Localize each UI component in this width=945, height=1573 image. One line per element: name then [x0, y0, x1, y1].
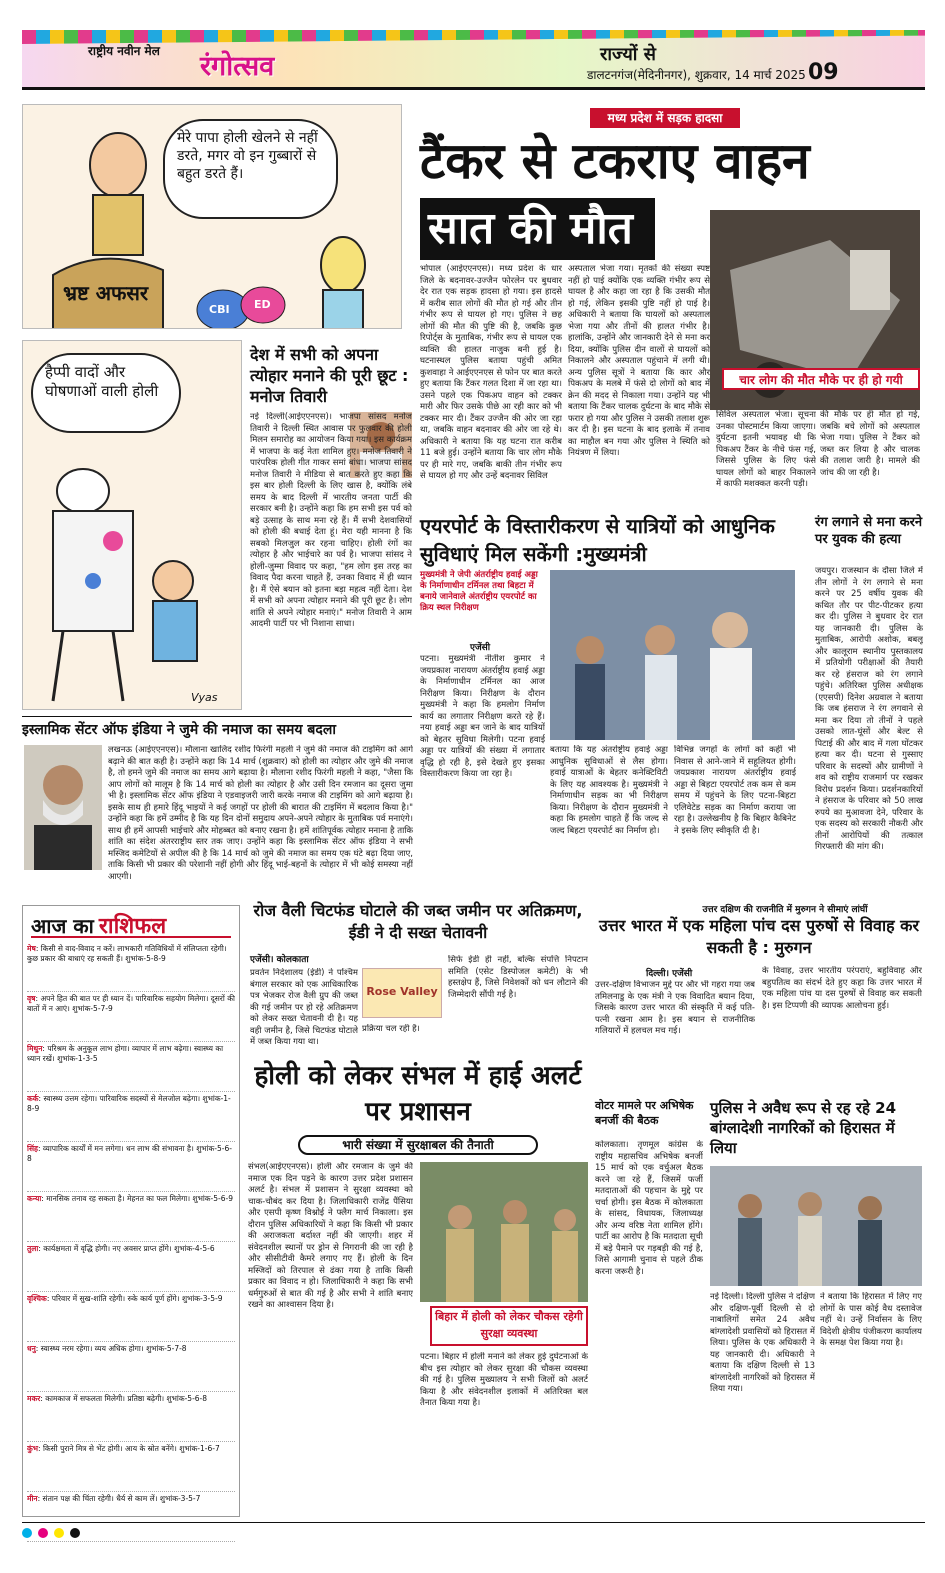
murugan-credit: दिल्ली। एजेंसी	[646, 969, 693, 979]
rashi-name: सिंह	[27, 1144, 38, 1153]
murugan-body-2: के विवाह, उत्तर भारतीय परंपराएं, बहुविवाह और बहुपतित्व का संदर्भ देते हुए कहा कि उत्तर भारत में एक महिला पांच या दस पुरुषों से विवाह कर सकती है। इस टिप्पणी की व्यापक आलोचना हुई।	[762, 966, 922, 1011]
bangladeshi-photo	[710, 1166, 922, 1286]
detained-people-photo	[710, 1166, 922, 1286]
rashi-text: अपने हित की बात पर ही ध्यान दें। पारिवारिक सहयोग मिलेगा। दूसरों की बातों में न आएं। शुभांक-5-7-9	[27, 994, 235, 1013]
cartoon-bag-label: भ्रष्ट अफसर	[63, 281, 149, 305]
rashi-row: मेष: किसी से वाद-विवाद न करें। लाभकारी गतिविधियों में संलिप्तता रहेगी। कुछ प्रकार की बाधाएं रह सकती हैं। शुभांक-5-8-9	[27, 942, 235, 992]
tanker-headline-1: टैंकर से टकराए वाहन	[420, 132, 810, 190]
cartoon-speech-bubble: मेरे पापा होली खेलने से नहीं डरते, मगर वो इन गुब्बारों से बहुत डरते हैं।	[163, 119, 338, 219]
airport-subhead: मुख्यमंत्री ने जेपी अंतर्राष्ट्रीय हवाई अड्डा के निर्माणाधीन टर्मिनल तथा बिहटा में बनाये जानेवाले अंतर्राष्ट्रीय एयरपोर्ट का क्रिय स्थल निरीक्षण	[420, 570, 538, 613]
murder-headline: रंग लगाने से मना करने पर युवक की हत्या	[815, 515, 923, 547]
airport-body-3: विभिन्न जगहों के लोगों को कहीं भी निवास से आने-जाने में सहूलियत होगी। जयप्रकाश नारायण अंतर्राष्ट्रीय हवाई अड्डा से बिहटा एयरपोर्ट तक कम से कम समय में पहुंचने के लिए पटना-बिहटा एलिवेटेड सड़क का निर्माण कराया जा रहा है। उल्लेखनीय है कि बिहार कैबिनेट ने इसके लिए स्वीकृति दी है।	[674, 745, 796, 836]
tanker-headline-2: सात की मौत	[420, 198, 655, 260]
chitfund-credit: एजेंसी। कोलकाता	[250, 955, 309, 965]
airport-body-1: पटना। मुख्यमंत्री नीतीश कुमार ने जयप्रकाश नारायण अंतर्राष्ट्रीय हवाई अड्डा के निर्माणाधीन टर्मिनल का आज निरीक्षण किया। निरीक्षण के दौरान मुख्यमंत्री ने कहा कि हमलोग निर्माण कार्य का लगातार निरीक्षण करते रहे हैं। नया हवाई अड्डा बन जाने के बाद यात्रियों को बेहतर सुविधा मिलेगी। पटना हवाई अड्डा पर यात्रियों की संख्या में लगातार वृद्धि हो रही है, इसे देखते हुए इसका विस्तारीकरण किया जा रहा है।	[420, 654, 545, 779]
rashi-name: कन्या	[27, 1194, 42, 1203]
murugan-kicker: उत्तर दक्षिण की राजनीति में मुरुगन ने सीमाएं लांघीं	[702, 905, 868, 915]
paper-name: राष्ट्रीय नवीन मेल	[88, 44, 160, 58]
rashi-row: मिथुन: परिश्रम के अनुकूल लाभ होगा। व्यापार में लाभ बढ़ेगा। स्वास्थ्य का ध्यान रखें। शुभांक-1-3-5	[27, 1042, 235, 1092]
rashi-text: स्वास्थ्य नरम रहेगा। व्यय अधिक होगा। शुभांक-5-7-8	[40, 1344, 187, 1353]
chitfund-body-3: सिर्फ ईडी ही नहीं, बल्कि संपत्ति निपटान समिति (एसेट डिस्पोजल कमेटी) के भी हस्तक्षेप हैं, जिसे निवेशकों को धन लौटाने की जिम्मेदारी सौंपी गई है।	[448, 955, 588, 1000]
ed-balloon-label: ED	[254, 298, 271, 311]
rashi-row: मीन: संतान पक्ष की चिंता रहेगी। धैर्य से काम लें। शुभांक-3-5-7	[27, 1492, 235, 1542]
cartoon2-figures	[23, 341, 242, 710]
airport-headline: एयरपोर्ट के विस्तारीकरण से यात्रियों को आधुनिक सुविधाएं मिल सकेंगी :मुख्यमंत्री	[420, 514, 775, 566]
cartoon-holi-promises	[22, 340, 242, 710]
chitfund-body-2: प्रक्रिया चल रही है।	[362, 1024, 420, 1034]
rashi-row: कर्क: स्वास्थ्य उत्तम रहेगा। पारिवारिक सदस्यों से मेलजोल बढ़ेगा। शुभांक-1-8-9	[27, 1092, 235, 1142]
rashifal-list	[27, 942, 235, 1514]
tanker-body-2: अस्पताल भेजा गया। मृतकों की संख्या स्पष्ट नहीं हो पाई क्योंकि एक व्यक्ति गंभीर रूप से घायल है और कहा जा रहा है कि उसकी मौत हो गई, लेकिन इसकी पुष्टि नहीं हो पाई है। अधिकारी ने बताया कि घायलों को अस्पताल भेजा गया और तीनों की हालत गंभीर है। हालांकि, उन्होंने और जानकारी देने से मना कर दिया, क्योंकि पुलिस दीन वालों से घायलों को निकालने और अस्पताल पहुंचाने में लगी थी। अन्य पुलिस सूत्रों ने बताया कि कार और पिकअप के मलबे में फंसे दो लोगों को बाद में क्रेन की मदद से निकाला गया। उन्होंने यह भी बताया कि टैंकर चालक दुर्घटना के बाद मौके से फरार हो गया और पुलिस ने उसकी तलाश शुरू कर दी है। इस घटना के बाद इलाके में तनाव का माहौल बन गया और पुलिस ने स्थिति को नियंत्रण में लिया।	[568, 264, 710, 458]
maulana-photo	[24, 745, 102, 870]
murder-body: जयपुर। राजस्थान के दौसा जिले में तीन लोगों ने रंग लगाने से मना करने पर 25 वर्षीय युवक की कथित तौर पर पीट-पीटकर हत्या कर दी। पुलिस ने बुधवार देर रात यह जानकारी दी। पुलिस के मुताबिक, आरोपी अशोक, बबलू और कालूराम स्थानीय पुस्तकालय में प्रतियोगी परीक्षाओं की तैयारी कर रहे हंसराज को रंग लगाने पहुंचे। अतिरिक्त पुलिस अधीक्षक (एएसपी) दिनेश अग्रवाल ने बताया कि जब हंसराज ने रंग लगवाने से मना कर दिया तो तीनों ने पहले उसको लात-घूंसों और बेल्ट से पिटाई की और बाद में गला घोंटकर हत्या कर दी। घटना से गुस्साए परिवार के सदस्यों और ग्रामीणों ने शव को राष्ट्रीय राजमार्ग पर रखकर विरोध प्रदर्शन किया। प्रदर्शनकारियों ने हंसराज के परिवार को 50 लाख रुपये का मुआवजा देने, परिवार के एक सदस्य को सरकारी नौकरी और तीनों आरोपियों की तत्काल गिरफ्तारी की मांग की।	[815, 566, 923, 852]
police-march-photo	[420, 1162, 588, 1302]
cartoon2-speech-bubble: हैप्पी वादों और घोषणाओं वाली होली	[31, 353, 181, 433]
sambhal-subhead	[298, 1135, 538, 1155]
bihar-body: पटना। बिहार में होली मनाने को लेकर हुई दुर्घटनाओं के बीच इस त्योहार को लेकर सुरक्षा की चौकस व्यवस्था की गई है। पुलिस मुख्यालय ने सभी जिलों को अलर्ट किया है और संवेदनशील इलाकों में अतिरिक्त बल तैनात किया गया है।	[420, 1352, 588, 1408]
islamic-headline: इस्लामिक सेंटर ऑफ इंडिया ने जुमे की नमाज का समय बदला	[22, 722, 336, 738]
chitfund-headline: रोज वैली चिटफंड घोटाले की जब्त जमीन पर अतिक्रमण, ईडी ने दी सख्त चेतावनी	[253, 901, 583, 942]
cbi-balloon-label: CBI	[209, 303, 230, 316]
rose-valley-logo	[362, 968, 442, 1018]
sambhal-subhead-text: भारी संख्या में सुरक्षाबल की तैनाती	[342, 1138, 494, 1152]
rashi-name: मीन	[27, 1494, 38, 1503]
rashi-text: किसी से वाद-विवाद न करें। लाभकारी गतिविधियों में संलिप्तता रहेगी। कुछ प्रकार की बाधाएं रह सकती हैं। शुभांक-5-8-9	[27, 944, 227, 963]
rashi-name: तुला	[27, 1244, 39, 1253]
bangladeshi-headline: पुलिस ने अवैध रूप से रह रहे 24 बांग्लादेशी नागरिकों को हिरासत में लिया	[710, 1099, 897, 1157]
divider	[22, 716, 412, 717]
tanker-body-1: भोपाल (आईएएनएस)। मध्य प्रदेश के धार जिले के बदनावर-उज्जैन फोरलेन पर बुधवार देर रात एक सड़क हादसा हो गया। इस हादसे में करीब सात लोगों की मौत हो गई और तीन गंभीर रूप से घायल हो गए। पुलिस ने छह लोगों की मौत की पुष्टि की है, जबकि कुछ रिपोर्ट्स के मुताबिक, गंभीर रूप से घायल एक व्यक्ति की हालत नाजुक बनी हुई है। घटनास्थल पुलिस बताया पहुंची अमित कुशवाहा ने आईएएनएस से फोन पर बात करते हुए बताया कि टैंकर गलत दिशा में जा रहा था। उसने पहले एक पिकअप वाहन को टक्कर मारी और फिर उसके पीछे आ रही कार को भी टक्कर मार दी। टैंकर उज्जैन की ओर जा रहा था, जबकि वाहन बदनावर की ओर जा रहे थे। अधिकारी ने बताया कि यह घटना रात करीब 11 बजे हुई। उन्होंने बताया कि चार लोग मौके पर ही मारे गए, जबकि बाकी तीन गंभीर रूप से घायल हो गए और उन्हें बदनावर सिविल	[420, 264, 562, 481]
airport-body-2: बताया कि यह अंतर्राष्ट्रीय हवाई अड्डा आधुनिक सुविधाओं से लैस होगा। हवाई यात्राओं के बेहतर कनेक्टिविटी के लिए यह आवश्यक है। मुख्यमंत्री ने निर्माणाधीन सड़क का भी निरीक्षण किया। निरीक्षण के दौरान मुख्यमंत्री ने कहा कि हमलोग चाहते हैं कि जल्द से जल्द बिहटा एयरपोर्ट का निर्माण हो।	[550, 745, 668, 836]
rashi-text: स्वास्थ्य उत्तम रहेगा। पारिवारिक सदस्यों से मेलजोल बढ़ेगा। शुभांक-1-8-9	[27, 1094, 231, 1113]
rashi-row: मकर: कामकाज में सफलता मिलेगी। प्रतिष्ठा बढ़ेगी। शुभांक-5-6-8	[27, 1392, 235, 1442]
bihar-caption: बिहार में होली को लेकर चौकस रहेगी सुरक्षा व्यवस्था	[430, 1306, 588, 1346]
rashifal-title	[31, 910, 231, 938]
voter-body: कोलकाता। तृणमूल कांग्रेस के राष्ट्रीय महासचिव अभिषेक बनर्जी 15 मार्च को एक वर्चुअल बैठक करने जा रहे हैं, जिसमें फर्जी मतदाताओं की पहचान के मुद्दे पर चर्चा होगी। इस बैठक में कोलकाता के सांसद, विधायक, जिलाध्यक्ष और अन्य वरिष्ठ नेता शामिल होंगे। पार्टी का आरोप है कि मतदाता सूची में बड़े पैमाने पर गड़बड़ी की गई है, जिसे आगामी चुनाव से पहले ठीक करना जरूरी है।	[595, 1140, 703, 1277]
accident-photo-caption: चार लोग की मौत मौके पर ही हो गयी	[722, 368, 920, 390]
tiwari-body: नई दिल्ली(आईएएनएस)। भाजपा सांसद मनोज तिवारी ने दिल्ली स्थित आवास पर फुलवार की होली मिलन समारोह का आयोजन किया गया। इस कार्यक्रम में भाजपा के कई नेता शामिल हुए। मनोज तिवारी ने पारंपरिक होली गीत गाकर समां बांधा। भाजपा सांसद मनोज तिवारी ने मीडिया से बात करते हुए कहा कि इस बार होली दिल्ली के लिए खास है, क्योंकि लंबे समय के बाद दिल्ली में भारतीय जनता पार्टी की सरकार बनी है। उन्होंने कहा कि हम सभी इस पर्व को बड़े उत्साह के साथ मना रहे हैं। मैं सभी देशवासियों को होली की बधाई देता हूं। मेरा यही मानना है कि सबको मिलजुल कर रहना चाहिए। होली रंगों का त्योहार है और भाईचारे का पर्व है। भाजपा सांसद ने होली-जुम्मा विवाद पर कहा, "हम लोग इस तरह का विवाद पैदा करना चाहते हैं, उनका विवाद में ही ध्यान है। मैं ऐसे बयान को इतना बड़ा महत्व नहीं देता। देश में सभी को अपना त्योहार मनाने की पूरी छूट है। लोग शांति से अपने त्योहार मनाएं।" मनोज तिवारी ने आम आदमी पार्टी पर भी निशाना साधा।	[250, 412, 412, 629]
bangladeshi-body-1: नई दिल्ली। दिल्ली पुलिस ने दक्षिण और दक्षिण-पूर्वी दिल्ली से दो नाबालिगों समेत 24 अवैध बांग्लादेशी प्रवासियों को हिरासत में लिया। पुलिस के एक अधिकारी ने यह जानकारी दी। अधिकारी ने बताया कि दक्षिण दिल्ली से 13 बांग्लादेशी नागरिकों को हिरासत में लिया गया।	[710, 1292, 815, 1394]
page-number: 09	[808, 60, 839, 85]
rashi-row: तुला: कार्यक्षमता में वृद्धि होगी। नए अवसर प्राप्त होंगे। शुभांक-4-5-6	[27, 1242, 235, 1292]
rashi-row: कन्या: मानसिक तनाव रह सकता है। मेहनत का फल मिलेगा। शुभांक-5-6-9	[27, 1192, 235, 1242]
rashi-text: व्यापारिक कार्यों में मन लगेगा। धन लाभ की संभावना है। शुभांक-5-6-8	[27, 1144, 232, 1163]
rashi-row: सिंह: व्यापारिक कार्यों में मन लगेगा। धन लाभ की संभावना है। शुभांक-5-6-8	[27, 1142, 235, 1192]
voter-headline: वोटर मामले पर अभिषेक बनर्जी की बैठक	[595, 1099, 694, 1127]
murugan-body-1: उत्तर-दक्षिण विभाजन मुद्दे पर और भी गहरा गया जब तमिलनाडु के एक मंत्री ने एक विवादित बयान दिया, जिसके कारण उत्तर भारत की संस्कृति में कई पति-पत्नी रखना आम है। इस बयान से राजनीतिक गलियारों में हलचल मच गई।	[595, 980, 755, 1036]
rashifal-box	[22, 905, 240, 1517]
tiwari-headline: देश में सभी को अपना त्योहार मनाने की पूरी छूट : मनोज तिवारी	[250, 345, 409, 406]
rashifal-title-prefix: आज का	[31, 914, 94, 938]
police-photo	[420, 1162, 588, 1302]
murugan-headline: उत्तर भारत में एक महिला पांच दस पुरुषों से विवाह कर सकती है : मुरुगन	[598, 916, 919, 957]
rashi-name: वृष	[27, 994, 36, 1003]
rashi-text: परिश्रम के अनुकूल लाभ होगा। व्यापार में लाभ बढ़ेगा। स्वास्थ्य का ध्यान रखें। शुभांक-1-3-5	[27, 1044, 224, 1063]
rashi-name: धनु	[27, 1344, 36, 1353]
rashi-name: मेष	[27, 944, 36, 953]
cartoonist-signature: Vyas	[191, 691, 218, 704]
dateline: डालटनगंज(मेदिनीनगर), शुक्रवार, 14 मार्च 2025	[587, 68, 806, 82]
rangotsav-logo: रंगोत्सव	[200, 51, 275, 82]
rashi-name: मिथुन	[27, 1044, 43, 1053]
airport-photo	[550, 570, 795, 740]
rashi-row: कुंभ: किसी पुराने मित्र से भेंट होगी। आय के स्रोत बनेंगे। शुभांक-1-6-7	[27, 1442, 235, 1492]
rashi-text: कार्यक्षमता में वृद्धि होगी। नए अवसर प्राप्त होंगे। शुभांक-4-5-6	[43, 1244, 215, 1253]
rashifal-title-main: राशिफल	[98, 914, 167, 939]
airport-credit: एजेंसी	[470, 643, 491, 653]
rashi-name: मकर	[27, 1394, 41, 1403]
tanker-body-4: की मौके पर ही मौत हो गई, जबकि बचे लोगों को अस्पताल भेजा गया। पुलिस ने टैंकर को जब्त कर लिया है और चालक की तलाश जारी है। मामले की जांच की जा रही है।	[820, 410, 920, 478]
chitfund-body-1: प्रवर्तन निदेशालय (ईडी) ने पश्चिम बंगाल सरकार को एक आधिकारिक पत्र भेजकर रोज वैली ग्रुप की जब्त की गई जमीन पर हो रहे अतिक्रमण को लेकर सख्त चेतावनी दी है। यह वही जमीन है, जिसे चिटफंड घोटाले में जब्त किया गया था।	[250, 968, 358, 1046]
maulana-portrait	[24, 745, 102, 870]
cartoon-corrupt-officer	[22, 104, 402, 329]
islamic-body: लखनऊ (आईएएनएस)। मौलाना खालिद रशीद फिरंगी महली ने जुमे की नमाज की टाइमिंग को आगे बढ़ाने की बात कही है। उन्होंने कहा कि 14 मार्च (शुक्रवार) को होली का त्योहार और जुमे की नमाज है, तो हमने जुमे की नमाज का समय आगे बढ़ाया है। मौलाना रशीद फिरंगी महली ने कहा, "जैसा कि आप लोगों को मालूम है कि 14 मार्च को होली का त्योहार है और उसी दिन रमजान का दूसरा जुमा भी है। इस्लामिक सेंटर ऑफ इंडिया ने एडवाइजरी जारी करके नमाज की टाइमिंग को आगे बढ़ाया है। इसके साथ ही हमारे हिंदू भाइयों ने कई जगहों पर होली की बारात की टाइमिंग में बदलाव किया है।" उन्होंने कहा कि हमें उम्मीद है कि यह दिन दोनों समुदाय अपने-अपने त्योहार के मुताबिक पर्व मनाएंगे। साथ ही हमें आपसी भाईचारे और मोहब्बत को बनाए रखना है। हमें शांतिपूर्वक त्योहार मनाना है ताकि शांति का संदेश अंतरराष्ट्रीय स्तर तक जाए। उन्होंने कहा कि इस्लामिक सेंटर ऑफ इंडिया ने सभी मस्जिद कमेटियों से अपील की है कि 14 मार्च को जुमे की नमाज का समय एक घंटे बढ़ा दिया जाए, ताकि किसी भी प्रकार की परेशानी नहीं होगी और हिंदू भाई-बहनों के त्योहार में भी कोई समस्या नहीं आएगी।	[108, 745, 413, 882]
footer-color-strip	[22, 1522, 925, 1534]
rashi-name: कर्क	[27, 1094, 39, 1103]
tanker-body-3: सिविल अस्पताल भेजा। सूचना उनका पोस्टमार्टम किया जाएगा। दुर्घटना इतनी भयावह थी कि पिकअप टैंकर के नीचे फंस गई, जिससे पुलिस के लिए फंसे घायल लोगों को बाहर निकालने में काफी मशक्कत करनी पड़ी।	[716, 410, 816, 489]
tanker-kicker: मध्य प्रदेश में सड़क हादसा	[590, 108, 740, 128]
airport-inspection-photo	[550, 570, 795, 740]
rashi-name: वृश्चिक	[27, 1294, 47, 1303]
rashi-text: संतान पक्ष की चिंता रहेगी। धैर्य से काम लें। शुभांक-3-5-7	[42, 1494, 201, 1503]
rashi-row: धनु: स्वास्थ्य नरम रहेगा। व्यय अधिक होगा। शुभांक-5-7-8	[27, 1342, 235, 1392]
rashi-row: वृश्चिक: परिवार में सुख-शांति रहेगी। रुके कार्य पूर्ण होंगे। शुभांक-3-5-9	[27, 1292, 235, 1342]
sambhal-body: संभल(आईएएनएस)। होली और रमजान के जुमे की नमाज एक दिन पड़ने के कारण उत्तर प्रदेश प्रशासन अलर्ट है। संभल में प्रशासन ने सुरक्षा व्यवस्था को चाक-चौबंद कर दिया है। जिलाधिकारी राजेंद्र पैंसिया और एसपी कृष्ण विश्नोई ने फ्लैग मार्च निकाला। इस दौरान पुलिस अधिकारियों ने कहा कि किसी भी प्रकार की अराजकता बर्दाश्त नहीं की जाएगी। शहर में संवेदनशील स्थानों पर ड्रोन से निगरानी की जा रही है और सीसीटीवी कैमरे लगाए गए हैं। होली के दिन मस्जिदों को तिरपाल से ढंका गया है ताकि किसी प्रकार का विवाद न हो। जिलाधिकारी ने कहा कि सभी धर्मगुरुओं से बात की गई है और सभी ने शांति बनाए रखने का आश्वासन दिया है।	[248, 1162, 413, 1310]
rashi-text: परिवार में सुख-शांति रहेगी। रुके कार्य पूर्ण होंगे। शुभांक-3-5-9	[51, 1294, 223, 1303]
rose-valley-logo-text: Rose Valley	[366, 985, 438, 998]
rashi-text: मानसिक तनाव रह सकता है। मेहनत का फल मिलेगा। शुभांक-5-6-9	[46, 1194, 233, 1203]
rashi-text: कामकाज में सफलता मिलेगी। प्रतिष्ठा बढ़ेगी। शुभांक-5-6-8	[45, 1394, 208, 1403]
rashi-text: किसी पुराने मित्र से भेंट होगी। आय के स्रोत बनेंगे। शुभांक-1-6-7	[42, 1444, 220, 1453]
section-title: राज्यों से	[600, 44, 656, 65]
sambhal-headline: होली को लेकर संभल में हाई अलर्ट पर प्रशासन	[254, 1061, 582, 1127]
rashi-row: वृष: अपने हित की बात पर ही ध्यान दें। पारिवारिक सहयोग मिलेगा। दूसरों की बातों में न आएं। शुभांक-5-7-9	[27, 992, 235, 1042]
rashi-name: कुंभ	[27, 1444, 39, 1453]
bangladeshi-body-2: ने बताया कि हिरासत में लिए गए लोगों के पास कोई वैध दस्तावेज नहीं थे। उन्हें निर्वासन के लिए विदेशी क्षेत्रीय पंजीकरण कार्यालय के समक्ष पेश किया गया है।	[820, 1292, 922, 1348]
